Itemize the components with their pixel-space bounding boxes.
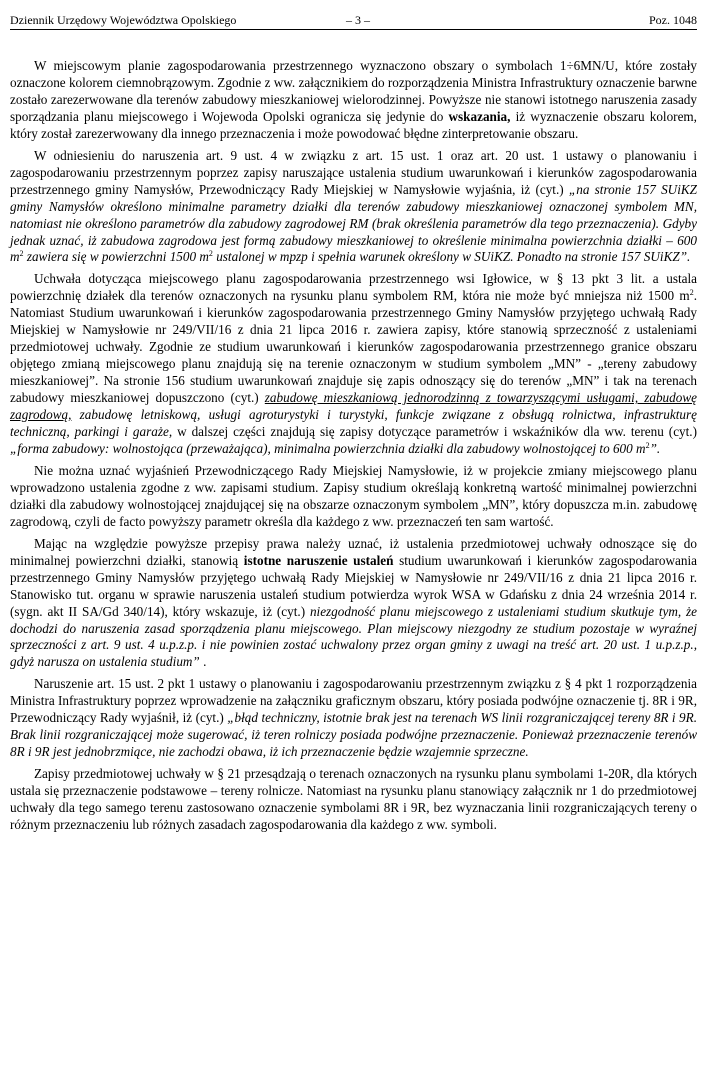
paragraph-4 [10, 463, 697, 531]
paragraph-text: Zapisy przedmiotowej uchwały w § 21 przesądzają o terenach oznaczonych na rysunku planu symbolami 1-20R, dla których ustala się przeznaczenie podstawowe – tereny rolnicze. Natomiast na rysunku planu stanowiący załącznik nr 1 do przedmiotowej uchwały dla tego samego terenu zastosowano oznaczenie symbolami 8R i 9R, bez wyznaczania linii rozgraniczających tereny o różnym przeznaczeniu lub różnych zasadach zagospodarowania dla każdego z ww. symboli. [10, 766, 697, 832]
paragraph-7 [10, 766, 697, 834]
paragraph-text: Uchwała dotycząca miejscowego planu zagospodarowania przestrzennego wsi Igłowice, w § 13 pkt 3 lit. a ustala powierzchnię działek dla terenów oznaczonych na rysunku planu symbolem RM, która nie może być mniejsza niż 1500 m [10, 271, 697, 304]
underlined-text: zabudowę mieszkaniową jednorodzinną z towarzyszącymi usługami, zabudowę zagrodową, [10, 390, 697, 423]
paragraph-text: W miejscowym planie zagospodarowania przestrzennego wyznaczono obszary o symbolach 1÷6MN/U, które zostały oznaczone kolorem ciemnobrązowym. Zgodnie z ww. załącznikiem do rozporządzenia Ministra Infrastruktury oznaczenie barwne zostało zarezerwowane dla terenów zabudowy mieszkaniowej wielorodzinnej. Powyższe nie stanowi istotnego naruszenia zasady sporządzania planu miejscowego i Wojewoda Opolski ogranicza się jedynie do [10, 58, 697, 124]
position-number: Poz. 1048 [649, 13, 697, 27]
superscript: 2 [19, 249, 24, 259]
page-header [10, 13, 697, 30]
superscript: 2 [689, 288, 694, 298]
paragraph-text: . Natomiast Studium uwarunkowań i kierunków zagospodarowania przestrzennego Gminy Namysłów przyjętego uchwałą Rady Miejskiej w Namysłowie nr 249/VII/16 z dnia 21 lipca 2016 r. zawiera zapisy, które stanowią sprzeczność z ustaleniami przedmiotowej uchwały. Zgodnie ze studium uwarunkowań i kierunków zagospodarowania przestrzennego granice obszaru objętego zmianą miejscowego planu znajdują się na terenie oznaczonym w studium symbolem „MN” - „tereny zabudowy mieszkaniowej”. Na stronie 156 studium uwarunkowań znajduje się zapis odnoszący się do terenów „MN” i tak na terenach zabudowy mieszkaniowej dopuszczono (cyt.) [10, 288, 697, 406]
quote-text: ustalonej w mpzp i spełnia warunek określony w SUiKZ. Ponadto na stronie 157 SUiKZ”. [212, 249, 691, 265]
paragraph-text: studium uwarunkowań i kierunków zagospodarowania przestrzennego Gminy Namysłów przyjętego uchwałą Rady Miejskiej w Namysłowie nr 249/VII/16 z dnia 21 lipca 2016 r. Stanowisko tut. organu w sprawie naruszenia ustaleń studium potwierdza wyrok WSA w Gdańsku z dnia 24 września 2014 r. (sygn. akt II SA/Gd 340/14), który wskazuje, iż (cyt.) [10, 552, 698, 619]
paragraph-text: iż wyznaczenie obszaru kolorem, który został zarezerwowany dla innego przeznaczenia i może powodować błędne zinterpretowanie obszaru. [10, 108, 697, 141]
journal-title: Dziennik Urzędowy Województwa Opolskiego [10, 13, 237, 27]
paragraph-text: w dalszej części znajdują się zapisy dotyczące parametrów i wskaźników dla ww. terenu (cyt.) [172, 424, 697, 440]
quote-text: ”. [649, 440, 661, 456]
paragraph-5 [10, 536, 697, 672]
quote-text: „na stronie 157 SUiKZ gminy Namysłów określono minimalne parametry działki dla terenów zabudowy mieszkaniowej oznaczonej symbolem MN, natomiast nie określono parametrów dla zabudowy zagrodowej RM (brak określenia parametrów dla tego przeznaczenia). Gdyby jednak uznać, iż zabudowa zagrodowa jest formą zabudowy mieszkaniowej to określenie minimalna powierzchnia działki – 600 m [10, 181, 697, 265]
superscript: 2 [645, 440, 650, 450]
quote-text: zabudowę letniskową, usługi agroturystyki i turystyki, funkcje związane z obsługą rolnictwa, infrastrukturę techniczną, parkingi i garaże, [10, 407, 697, 440]
paragraph-text: W odniesieniu do naruszenia art. 9 ust. 4 w związku z art. 15 ust. 1 oraz art. 20 ust. 1 ustawy o planowaniu i zagospodarowaniu przestrzennym poprzez zapisy naruszające ustalenia studium uwarunkowań i kierunków zagospodarowania przestrzennego gminy Namysłów, Przewodniczący Rady Miejskiej w Namysłowie wyjaśnia, iż (cyt.) [10, 147, 697, 197]
paragraph-1 [10, 58, 697, 143]
paragraph-2 [10, 148, 697, 267]
paragraph-text: Mając na względzie powyższe przepisy prawa należy uznać, iż ustalenia przedmiotowej uchwały odnoszące się do minimalnej powierzchni działki, stanowią [10, 535, 697, 568]
page-number: – 3 – [346, 13, 370, 27]
quote-text: niezgodność planu miejscowego z ustaleniami studium skutkuje tym, że dochodzi do naruszenia zasad sporządzenia planu miejscowego. Plan miejscowy niezgodny ze studium pozostaje w wyraźnej sprzeczności z art. 9 ust. 4 u.p.z.p. i nie powinien zostać uchwalony przez organ gminy z uwagi na treść art. 20 ust. 1 u.p.z.p., gdyż narusza on ustalenia studium” [10, 603, 697, 670]
paragraph-3 [10, 271, 697, 457]
quote-text: zawiera się w powierzchni 1500 m [23, 249, 209, 265]
paragraph-6 [10, 676, 697, 761]
paragraph-text: Naruszenie art. 15 ust. 2 pkt 1 ustawy o planowaniu i zagospodarowaniu przestrzennym związku z § 4 pkt 1 rozporządzenia Ministra Infrastruktury poprzez wprowadzenie na załączniku graficznym obszaru, który posiada podwójne oznaczenie tj. 8R i 9R, Przewodniczący Rady wyjaśnił, iż (cyt.) [10, 676, 697, 726]
paragraph-text: . [199, 654, 207, 670]
quote-text: „forma zabudowy: wolnostojąca (przeważająca), minimalna powierzchnia działki dla zabudowy wolnostojącej to 600 m [10, 440, 646, 456]
bold-text: istotne naruszenie ustaleń [243, 552, 394, 568]
paragraph-text: Nie można uznać wyjaśnień Przewodniczącego Rady Miejskiej Namysłowie, iż w projekcie zmiany miejscowego planu wprowadzono ustalenia zgodne z ww. zapisami studium. Zapisy studium określają konkretną wartość minimalnej powierzchni działki dla zabudowy wolnostojącej znajdującej się na obszarze oznaczonym symbolem „MN”, który dopuszcza m.in. zabudowę zagrodową, czyli de facto powyższy parametr określa dla każdego z ww. przeznaczeń ten sam wartość. [10, 462, 697, 529]
document-body [10, 58, 697, 834]
bold-text: wskazania, [448, 108, 511, 124]
superscript: 2 [208, 249, 213, 259]
quote-text: „błąd techniczny, istotnie brak jest na terenach WS linii rozgraniczającej tereny 8R i 9R. Brak linii rozgraniczającej może sugerować, iż teren rolniczy posiada podwójne przeznaczenie. Ponieważ przeznaczenie terenów 8R i 9R jest jednobrzmiące, nie zachodzi obawa, iż ich przeznaczenie będzie wzajemnie sprzeczne. [10, 710, 697, 760]
